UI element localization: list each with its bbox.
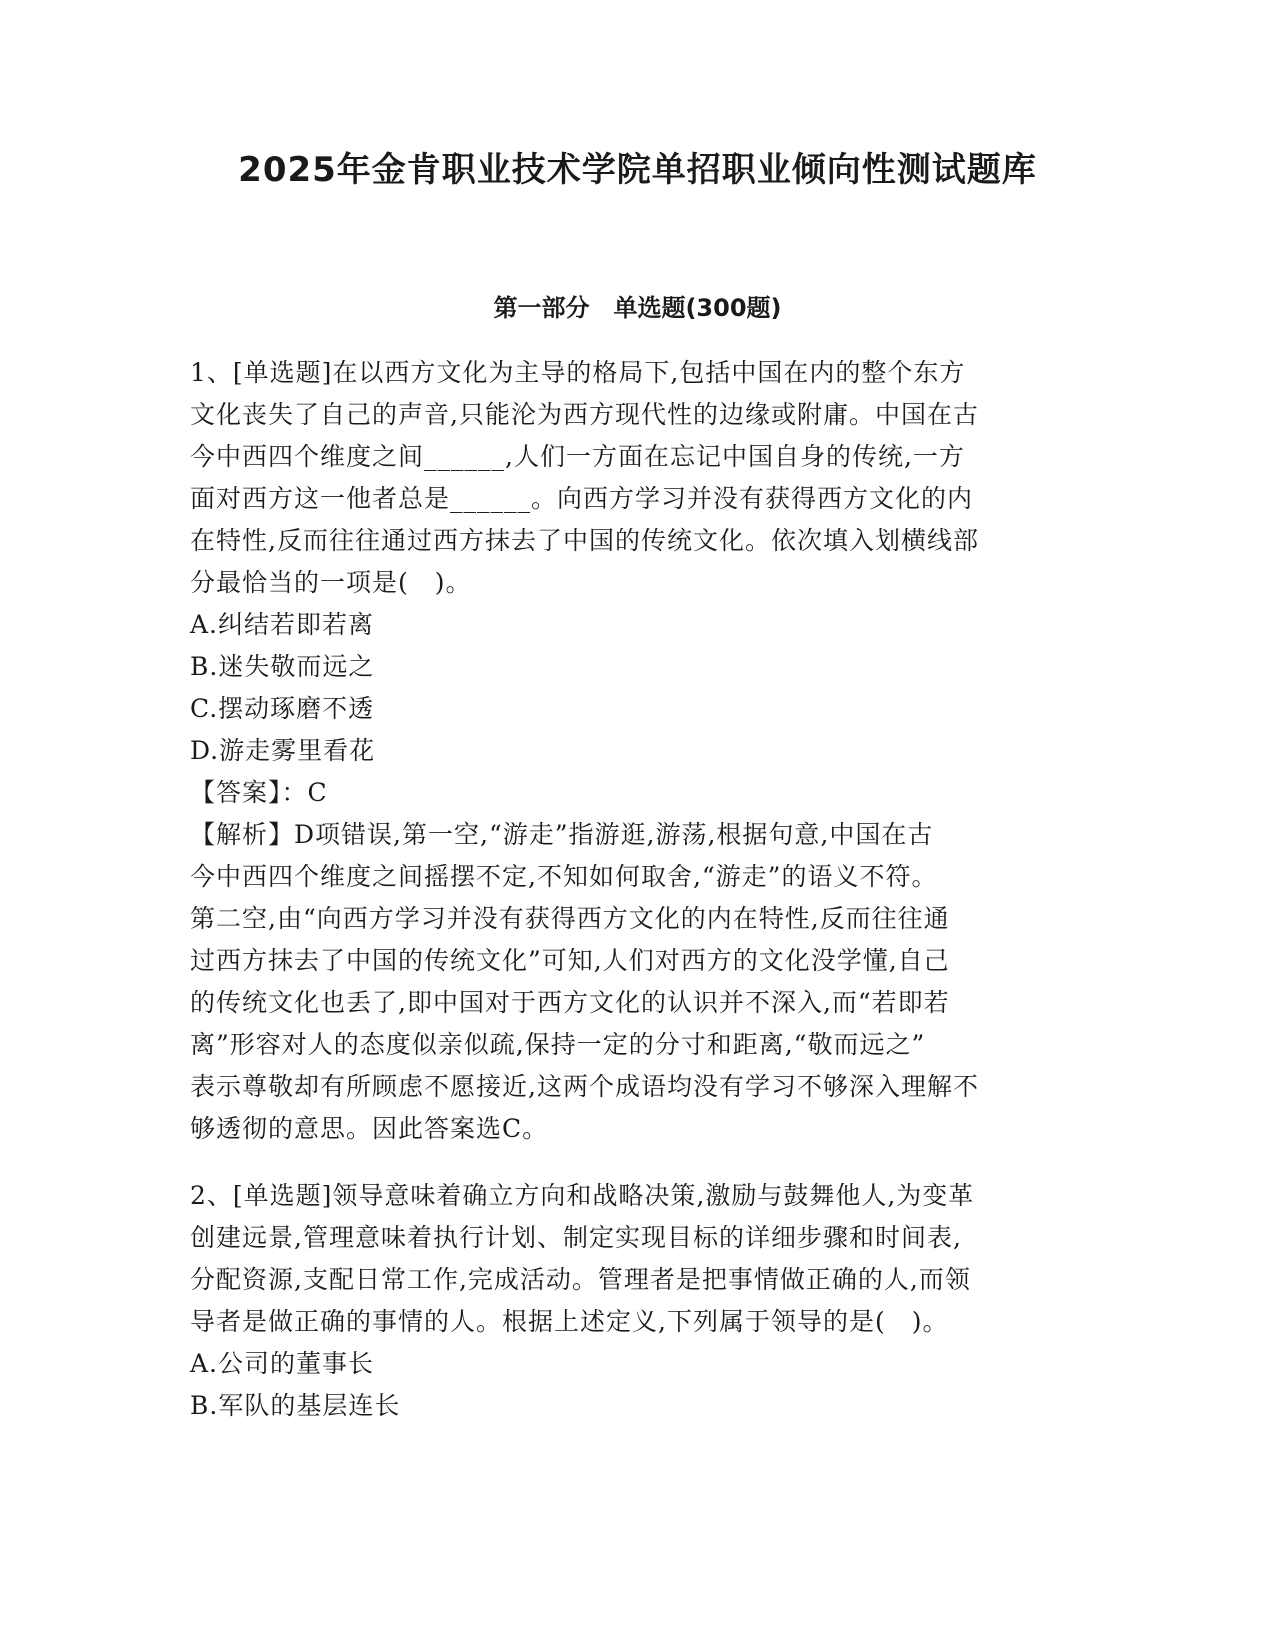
question-2-option-a: A.公司的董事长 — [190, 1349, 375, 1378]
question-1-option-d: D.游走雾里看花 — [190, 736, 376, 765]
question-1-analysis-line: 的传统文化也丢了,即中国对于西方文化的认识并不深入,而“若即若 — [190, 988, 950, 1017]
question-1-option-c: C.摆动琢磨不透 — [190, 694, 375, 723]
question-2 — [190, 1175, 1080, 1427]
question-2-stem-line: 2、[单选题]领导意味着确立方向和战略决策,激励与鼓舞他人,为变革 — [190, 1181, 975, 1210]
question-2-stem-line: 导者是做正确的事情的人。根据上述定义,下列属于领导的是( )。 — [190, 1307, 949, 1336]
question-1-analysis-line: 过西方抹去了中国的传统文化”可知,人们对西方的文化没学懂,自己 — [190, 946, 950, 975]
question-1-answer: 【答案】：C — [190, 778, 328, 807]
question-1-analysis-line: 【解析】D项错误,第一空,“游走”指游逛,游荡,根据句意,中国在古 — [190, 820, 934, 849]
question-1-stem-line: 文化丧失了自己的声音,只能沦为西方现代性的边缘或附庸。中国在古 — [190, 400, 979, 429]
question-1-stem-line: 1、[单选题]在以西方文化为主导的格局下,包括中国在内的整个东方 — [190, 358, 966, 387]
question-1-analysis-line: 表示尊敬却有所顾虑不愿接近,这两个成语均没有学习不够深入理解不 — [190, 1072, 979, 1101]
document-title: 2025年金肯职业技术学院单招职业倾向性测试题库 — [238, 150, 1037, 190]
question-1-analysis-line: 第二空,由“向西方学习并没有获得西方文化的内在特性,反而往往通 — [190, 904, 950, 933]
question-1-stem-line: 在特性,反而往往通过西方抹去了中国的传统文化。依次填入划横线部 — [190, 526, 979, 555]
question-2-stem-line: 分配资源,支配日常工作,完成活动。管理者是把事情做正确的人,而领 — [190, 1265, 971, 1294]
section-title: 第一部分 单选题(300题) — [493, 294, 782, 322]
question-1-option-b: B.迷失敬而远之 — [190, 652, 375, 681]
question-1-stem-line: 面对西方这一他者总是______。向西方学习并没有获得西方文化的内 — [190, 484, 974, 513]
question-1-analysis-line: 离”形容对人的态度似亲似疏,保持一定的分寸和距离,“敬而远之” — [190, 1030, 926, 1059]
question-1-analysis-line: 够透彻的意思。因此答案选C。 — [190, 1114, 549, 1143]
question-1-stem-line: 今中西四个维度之间______,人们一方面在忘记中国自身的传统,一方 — [190, 442, 965, 471]
question-2-option-b: B.军队的基层连长 — [190, 1391, 401, 1420]
question-2-stem-line: 创建远景,管理意味着执行计划、制定实现目标的详细步骤和时间表, — [190, 1223, 962, 1252]
question-1 — [190, 352, 1080, 1150]
question-1-analysis-line: 今中西四个维度之间摇摆不定,不知如何取舍,“游走”的语义不符。 — [190, 862, 938, 891]
question-1-stem-line: 分最恰当的一项是( )。 — [190, 568, 472, 597]
question-1-option-a: A.纠结若即若离 — [190, 610, 375, 639]
